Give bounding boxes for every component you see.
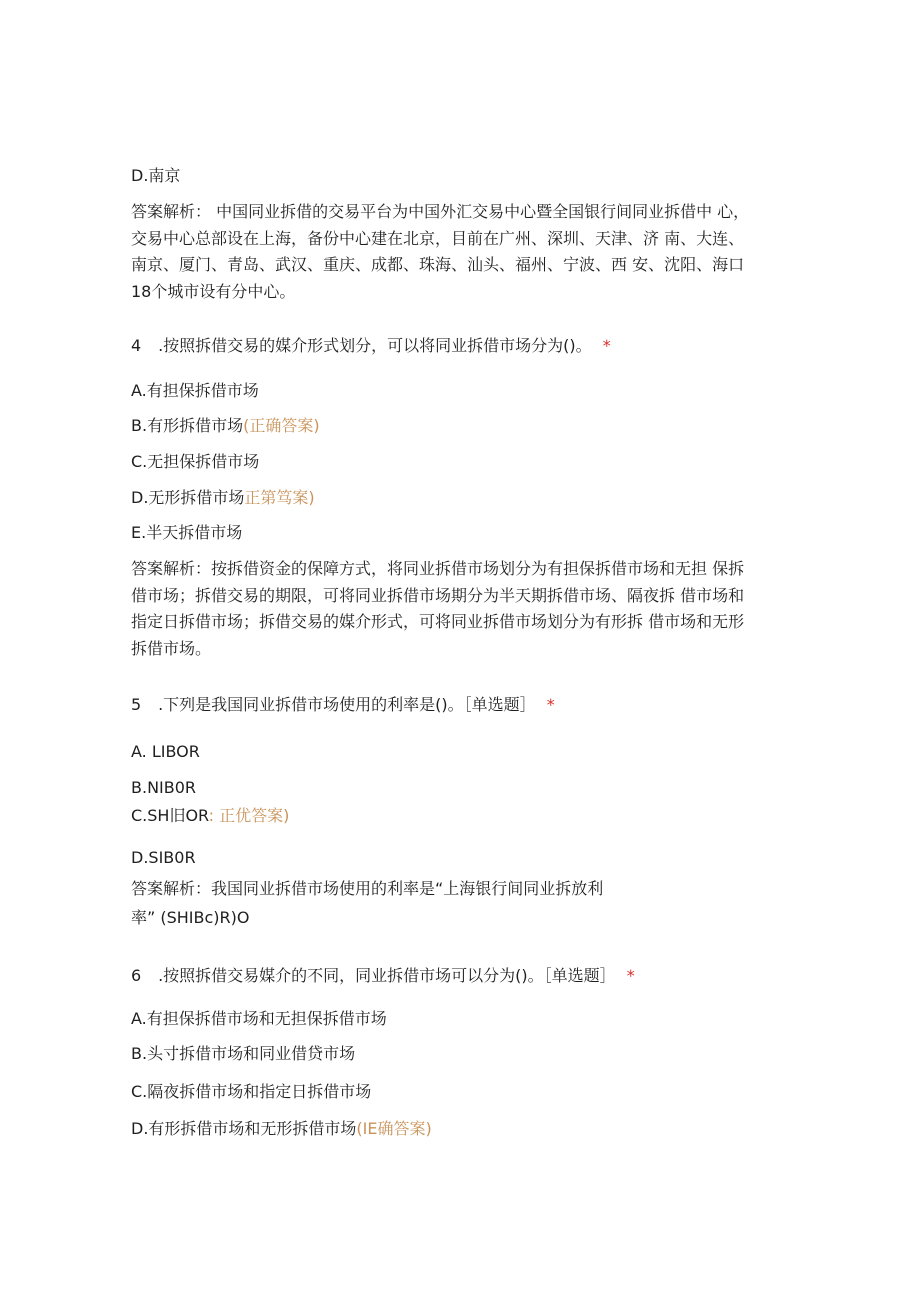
q6-option-d: D.有形拆借市场和无形拆借市场(IE确答案) (131, 1119, 432, 1138)
correct-answer-tag: (正确答案) (243, 416, 320, 435)
q4-option-e: E.半天拆借市场 (131, 523, 243, 542)
q3-explanation-line: 答案解析： 中国同业拆借的交易平台为中国外汇交易中心暨全国银行间同业拆借中 心， (131, 202, 750, 221)
q4-number: 4 (131, 336, 142, 355)
q6-text: .按照拆借交易媒介的不同，同业拆借市场可以分为()。［单选题］ (158, 966, 616, 985)
q3-explanation-line: 18个城市设有分中心。 (131, 281, 296, 301)
q4-text: .按照拆借交易的媒介形式划分，可以将同业拆借市场分为()。 (158, 336, 592, 355)
q4-explanation-line: 指定日拆借市场；拆借交易的媒介形式，可将同业拆借市场划分为有形拆 借市场和无形 (131, 612, 745, 631)
q4-option-b: B.有形拆借市场(正确答案) (131, 416, 320, 435)
correct-answer-tag: (IE确答案) (356, 1119, 432, 1138)
q4-option-c: C.无担保拆借市场 (131, 452, 260, 471)
q5-text: .下列是我国同业拆借市场使用的利率是()。［单选题］ (158, 695, 536, 714)
q6-question (131, 966, 635, 986)
q3-explanation (131, 199, 791, 305)
q3-explanation-line: 南京、厦门、青岛、武汉、重庆、成都、珠海、汕头、福州、宁波、西 安、沈阳、海口 (131, 255, 745, 274)
q5-question (131, 695, 555, 715)
q4-explanation-line: 借市场；拆借交易的期限，可将同业拆借市场期分为半天期拆借市场、隔夜拆 借市场和 (131, 585, 745, 605)
q4-option-a: A.有担保拆借市场 (131, 381, 259, 400)
correct-answer-tag: : 正优答案) (208, 806, 290, 825)
q4-explanation-line: 拆借市场。 (131, 638, 212, 658)
q5-option-a: A. LIBOR (131, 742, 200, 761)
q6-option-c: C.隔夜拆借市场和指定日拆借市场 (131, 1082, 372, 1101)
required-star: * (626, 966, 635, 985)
q6-option-a: A.有担保拆借市场和无担保拆借市场 (131, 1009, 387, 1028)
required-star: * (546, 695, 555, 714)
q5-option-c: C.SH旧OR: 正优答案) (131, 806, 290, 825)
q6-option-b: B.头寸拆借市场和同业借贷市场 (131, 1044, 356, 1063)
q5-explanation (131, 874, 791, 932)
q4-question (131, 336, 611, 356)
correct-answer-tag: 正第笃案) (244, 488, 315, 507)
q4-option-d: D.无形拆借市场正第笃案) (131, 488, 315, 507)
q6-number: 6 (131, 966, 142, 985)
q5-explanation-line: 答案解析：我国同业拆借市场使用的利率是“上海银行间同业拆放利 (131, 879, 604, 898)
q3-option-d: D.南京 (131, 166, 181, 185)
q3-explanation-line: 交易中心总部设在上海，备份中心建在北京，目前在广州、深圳、天津、济 南、大连、 (131, 228, 745, 248)
q4-explanation-line: 答案解析：按拆借资金的保障方式，将同业拆借市场划分为有担保拆借市场和无担 保拆 (131, 559, 745, 578)
q4-explanation (131, 556, 791, 662)
required-star: * (602, 336, 611, 355)
q5-number: 5 (131, 695, 142, 714)
q5-option-d: D.SIB0R (131, 848, 196, 867)
q5-explanation-line: 率” (SHIBc)R)O (131, 908, 250, 927)
q5-option-b: B.NIB0R (131, 778, 197, 797)
